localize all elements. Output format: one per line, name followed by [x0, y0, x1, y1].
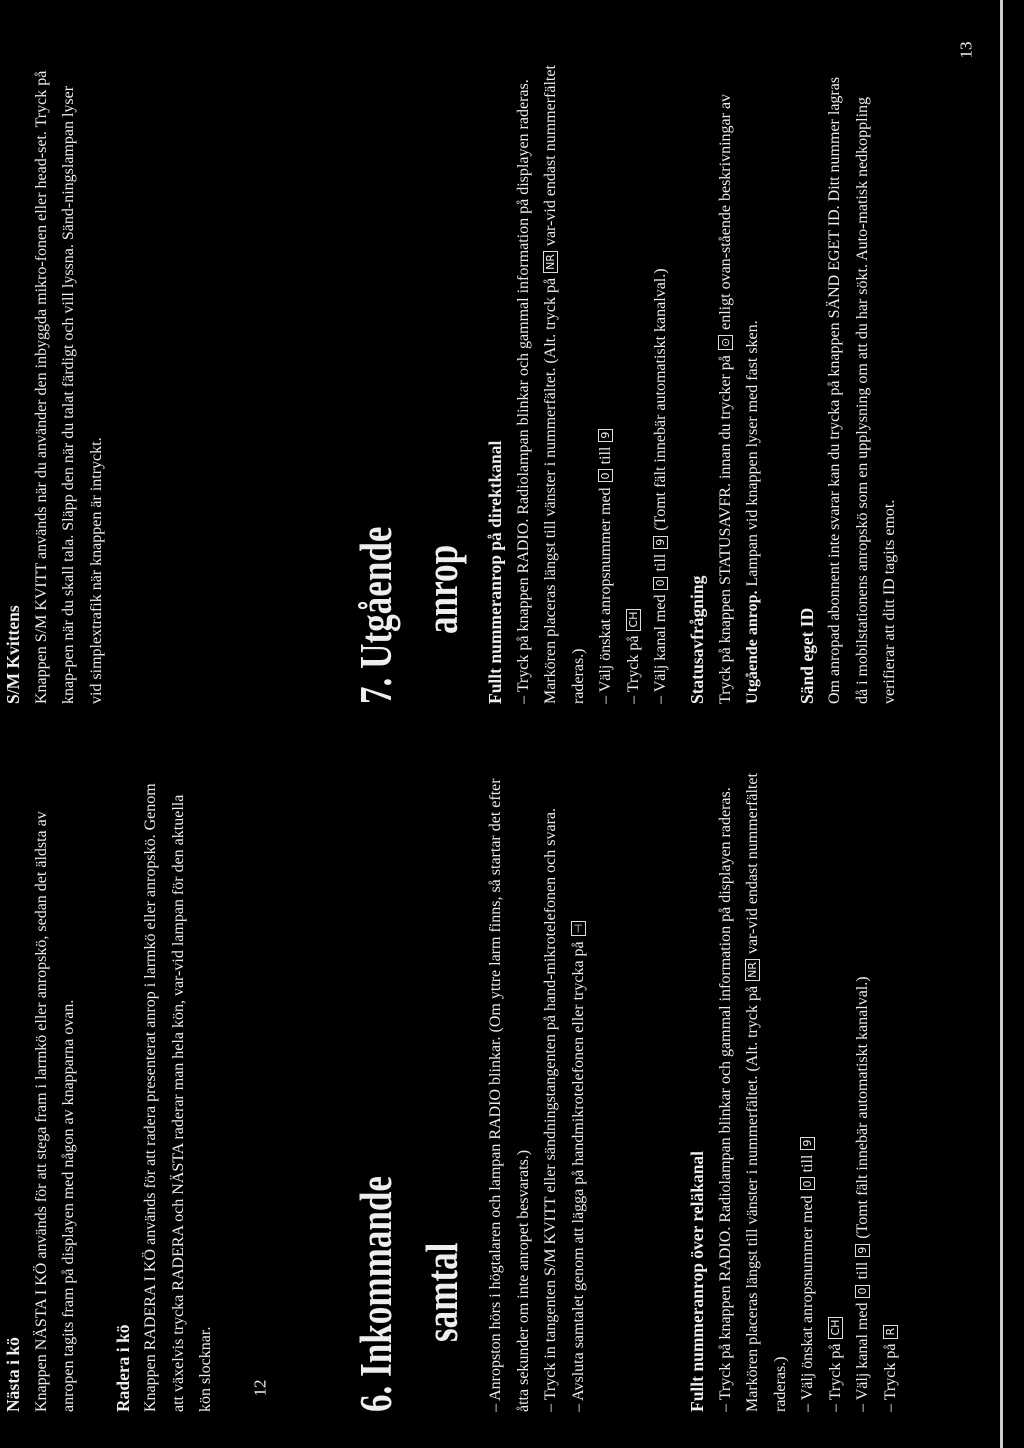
- text-valj-kanal: – Välj kanal med 0 till 9 (Tomt fält innebär automatiskt kanalval.): [652, 268, 669, 704]
- ch-key-icon: CH: [828, 1317, 843, 1339]
- heading-fullt-nummeranrop-relakanal: Fullt nummeranrop över reläkanal: [687, 1150, 707, 1412]
- zero-key-icon: 0: [800, 1177, 815, 1190]
- chapter-7-title-line1: 7. Utgående: [351, 526, 401, 704]
- column-middle-bottom: [340, 64, 680, 704]
- text-sand-eget-id: Om anropad abonnent inte svarar kan du trycka på knappen SÄND EGET ID. Ditt nummer lagras då i mobilstationens anropskö som en upplysning om att du har sökt. Auto-matisk nedkoppling verifierar att ditt ID tagits emot.: [826, 76, 898, 704]
- text-sm-kvittens: Knappen S/M KVITT används när du använder den inbyggda mikro-fonen eller head-set. Tryck på knap-pen när du skall tala. Släpp den när du talat färdigt och vill lyssna. Sänd-ningslampan lyser vid simplextrafik när knappen är intryckt.: [32, 70, 105, 704]
- heading-sand-eget-id: Sänd eget ID: [796, 607, 817, 704]
- text-rela-tryck-ch: – Tryck på CH: [822, 772, 850, 1412]
- nine-key-icon: 9: [800, 1137, 815, 1150]
- text-rela-valj-kanal: – Välj kanal med 0 till 9 (Tomt fält innebär automatiskt kanalval.): [854, 976, 871, 1412]
- heading-fullt-nummeranrop-direktkanal: Fullt nummeranrop på direktkanal: [485, 440, 505, 704]
- chapter-7-title-line2: anrop: [417, 544, 467, 634]
- column-right: [684, 0, 1024, 1448]
- text-rela-valj-anropsnummer: – Välj önskat anropsnummer med 0 till 9: [794, 772, 822, 1412]
- r-key-icon: R: [883, 1325, 898, 1339]
- heading-sm-kvittens: S/M Kvittens: [3, 605, 23, 704]
- text-sand-anropet: [675, 64, 681, 704]
- text-avsluta-inkommande: – Avsluta samtalet genom att lägga på handmikrotelefonen eller trycka på ⊣: [565, 772, 593, 1412]
- text-statusavfragning: Tryck på knappen STATUSAVFR. innan du trycker på ⊙ enligt ovan-stående beskrivningar av Utgående anrop. Lampan vid knappen lyser med fast sken.: [716, 93, 761, 704]
- zero-key-icon: 0: [855, 1285, 870, 1298]
- heading-statusavfragning: Statusavfrågning: [687, 575, 707, 704]
- zero-key-icon: 0: [598, 469, 613, 482]
- text-rela-tryck-r: – Tryck på R: [877, 772, 905, 1412]
- heading-nasta-i-ko: Nästa i kö: [3, 1337, 23, 1412]
- nr-key-icon: NR: [543, 251, 558, 273]
- column-right-bottom: [684, 64, 1024, 704]
- column-right-top: [684, 772, 1024, 1412]
- text-tryck-ch: – Tryck på CH: [620, 64, 648, 704]
- text-radera-i-ko: Knappen RADERA I KÖ används för att radera presenterat anrop i larmkö eller anropskö. Genom att växelvis trycka RADERA och NÄSTA raderar man hela kön, var-vid lampan för den aktuella kön slocknar.: [142, 783, 214, 1412]
- chapter-6-title-line1: 6. Inkommande: [351, 1175, 401, 1412]
- text-tryck-sm-kvitt: – Tryck in tangenten S/M KVITT eller sändningstangenten på hand-mikrotelefonen och svara.: [542, 807, 559, 1412]
- page-edge-line: [1000, 0, 1003, 1448]
- nr-key-icon: NR: [745, 959, 760, 981]
- column-left-top: [0, 772, 340, 1412]
- column-left-bottom: [0, 64, 340, 704]
- text-valj-anropsnummer: – Välj önskat anropsnummer med 0 till 9: [592, 64, 620, 704]
- nine-key-icon: 9: [598, 429, 613, 442]
- ch-key-icon: CH: [626, 609, 641, 631]
- heading-radera-i-ko: Radera i kö: [112, 1324, 133, 1412]
- zero-key-icon: 0: [653, 577, 668, 590]
- text-tryck-radio: – Tryck på knappen RADIO. Radiolampan blinkar och gammal information på displayen raderas. Markören placeras längst till vänster i nummerfältet. (Alt. tryck på NR var-vid endast nummerfältet raderas.): [514, 65, 587, 704]
- nine-key-icon: 9: [653, 536, 668, 549]
- text-nasta-i-ko: Knappen NÄSTA I KÖ används för att stega fram i larmkö eller anropskö, sedan det äldsta av anropen tagits fram på displayen med någon av knapparna ovan.: [32, 811, 77, 1412]
- nine-key-icon: 9: [855, 1244, 870, 1257]
- column-middle-top: [340, 772, 680, 1412]
- chapter-6-title-line2: samtal: [417, 1242, 467, 1342]
- page-number-right: 13: [956, 41, 976, 59]
- text-rela-tryck-radio: – Tryck på knappen RADIO. Radiolampan blinkar och gammal information på displayen raderas. Markören placeras längst till vänster i nummerfältet. (Alt. tryck på NR var-vid endast nummerfältet raderas.): [716, 773, 789, 1412]
- end-key-icon: ⊣: [571, 921, 586, 937]
- column-left: [0, 0, 340, 1448]
- send-key-icon: ⊙: [718, 335, 733, 350]
- column-middle: [340, 0, 680, 1448]
- text-anropston: – Anropston hörs i högtalaren och lampan RADIO blinkar. (Om yttre larm finns, så startar det efter åtta sekunder om inte anropet besvarats.): [487, 778, 532, 1412]
- page-number-left: 12: [250, 1379, 270, 1397]
